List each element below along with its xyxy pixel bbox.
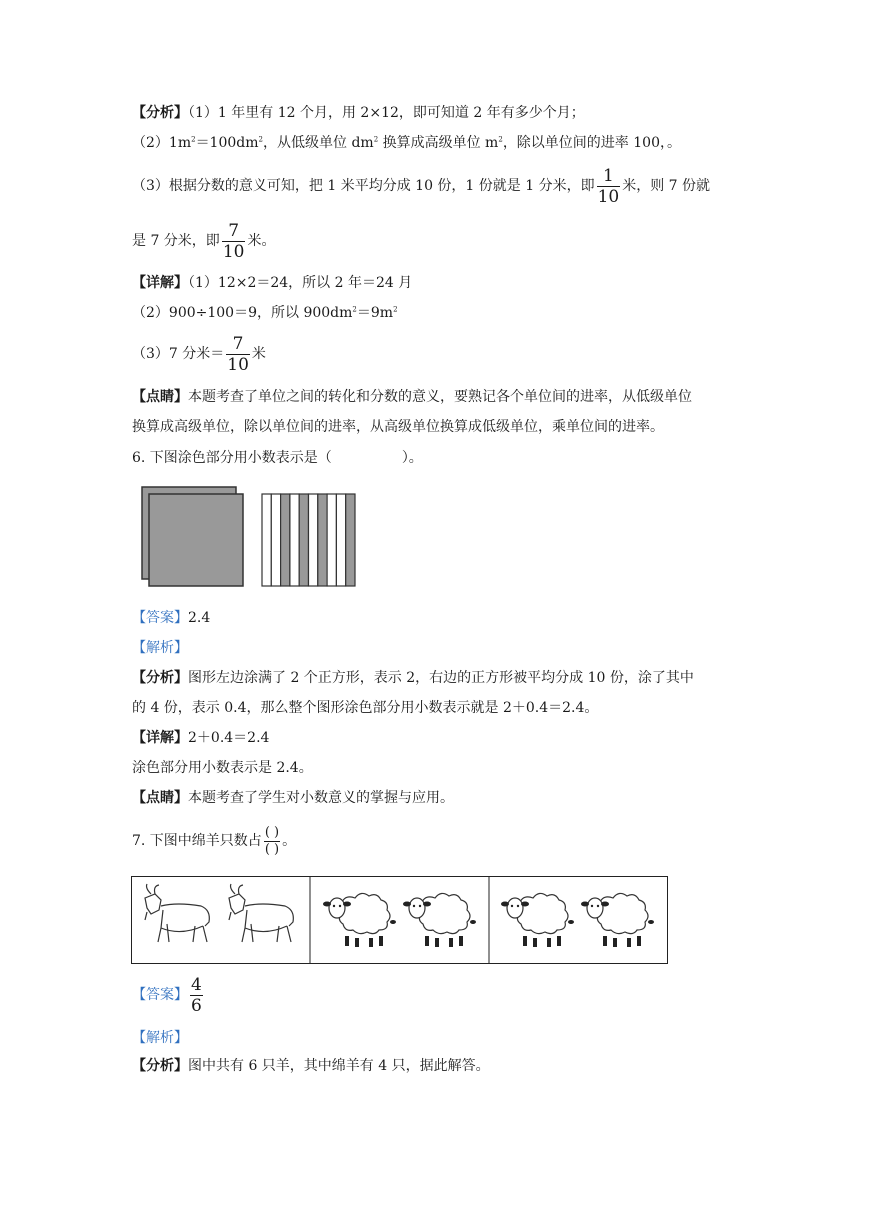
q6-decimal-figure: [140, 485, 360, 589]
q6-analysis-line-1: 【分析】图形左边涂满了 2 个正方形，表示 2，右边的正方形被平均分成 10 份，涂了其中: [132, 670, 694, 686]
q5-detail-line-3: （3）7 分米＝ $\frac{7}{10}$ 米: [132, 333, 266, 375]
fraction-seven-tenths-detail: $\frac{7}{10}$: [227, 333, 249, 375]
tenth-strip: [271, 494, 280, 586]
tenth-strip: [318, 494, 327, 586]
q6-comment: 【点睛】本题考查了学生对小数意义的掌握与应用。: [132, 790, 454, 806]
blank-fraction: $\frac{( )}{( )}$: [264, 824, 280, 857]
tenth-strip: [327, 494, 336, 586]
tenth-strip: [336, 494, 345, 586]
fraction-seven-tenths: $\frac{7}{10}$: [222, 220, 245, 262]
q5-analysis-line-3: （3）根据分数的意义可知，把 1 米平均分成 10 份，1 份就是 1 分米，即 $\frac{1}{10}$ 米，则 7 份就: [132, 165, 711, 207]
q5-comment-line-2: 换算成高级单位，除以单位间的进率，从高级单位换算成低级单位，乘单位间的进率。: [132, 419, 664, 435]
tenth-strip: [290, 494, 299, 586]
shaded-square-front: [149, 494, 243, 586]
q7-animals-figure: [131, 876, 669, 965]
q6-detail-2: 涂色部分用小数表示是 2.4。: [132, 760, 313, 776]
q7-explain-tag: 【解析】: [132, 1030, 188, 1046]
q6-explain-tag: 【解析】: [132, 640, 188, 656]
tenth-strip: [309, 494, 318, 586]
q6-answer: 【答案】2.4: [132, 610, 211, 626]
answer-fraction: $\frac{4}{6}$: [191, 974, 202, 1016]
tenth-strip: [346, 494, 355, 586]
q6-title: 6. 下图涂色部分用小数表示是（ ）。: [132, 450, 423, 466]
tenth-strip: [262, 494, 271, 586]
q7-analysis: 【分析】图中共有 6 只羊，其中绵羊有 4 只，据此解答。: [132, 1058, 490, 1074]
q5-detail-line-1: 【详解】（1）12×2＝24，所以 2 年＝24 月: [132, 275, 413, 291]
q7-title: 7. 下图中绵羊只数占 $\frac{( )}{( )}$ 。: [132, 824, 297, 857]
q5-detail-line-2: （2）900÷100＝9，所以 $900dm^2=9m^2$: [132, 305, 398, 321]
fraction-one-tenth: $\frac{1}{10}$: [597, 165, 620, 207]
q5-analysis-line-1: 【分析】（1）1 年里有 12 个月，用 2×12，即可知道 2 年有多少个月；: [132, 105, 585, 121]
tenth-strip: [281, 494, 290, 586]
q6-detail: 【详解】2＋0.4＝2.4: [132, 730, 270, 746]
tenths-square: [262, 494, 355, 586]
q5-comment-line-1: 【点睛】本题考查了单位之间的转化和分数的意义，要熟记各个单位间的进率，从低级单位: [132, 389, 692, 405]
q5-analysis-line-2: $(2)1m^2=100dm^2$，从低级单位 $dm^2$ 换算成高级单位 $m^2$，除以单位间的进率 100，。: [132, 135, 681, 151]
q5-analysis-line-4: 是 7 分米，即 $\frac{7}{10}$ 米。: [132, 220, 276, 262]
tenth-strip: [299, 494, 308, 586]
q6-analysis-line-2: 的 4 份，表示 0.4，那么整个图形涂色部分用小数表示就是 2＋0.4＝2.4。: [132, 700, 599, 716]
q7-answer: 【答案】 $\frac{4}{6}$: [132, 974, 202, 1016]
